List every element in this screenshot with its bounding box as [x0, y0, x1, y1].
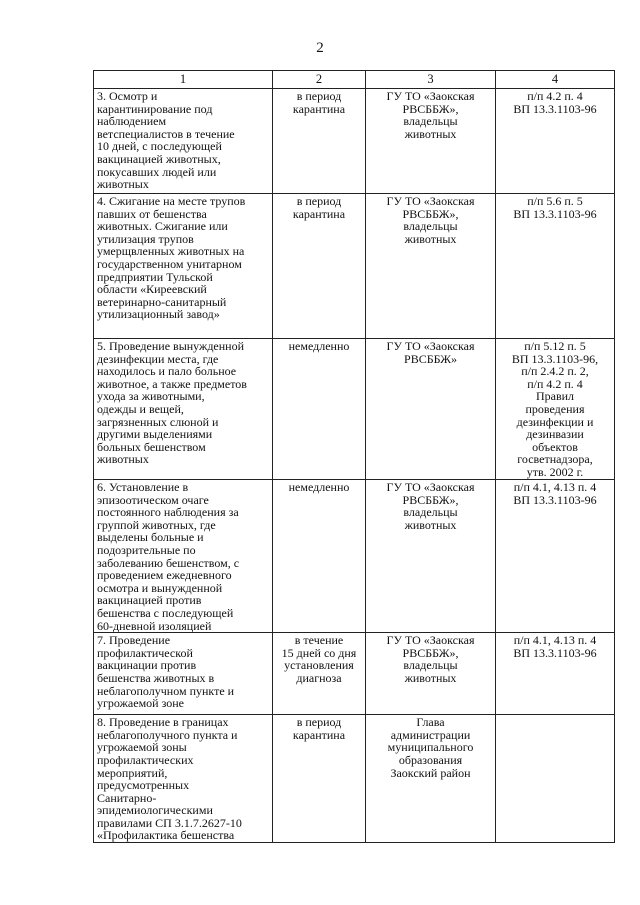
cell-line: карантинирование под [97, 101, 213, 116]
cell-line: профилактических [97, 752, 194, 767]
table-row [94, 89, 615, 194]
cell-line: животное, а также предметов [97, 376, 247, 391]
cell-line: ВП 13.3.1103-96, [511, 351, 599, 366]
cell-line: угрожаемой зоны [97, 740, 187, 755]
cell-line: дезинвазии [526, 427, 584, 442]
basis-cell [496, 194, 615, 339]
cell-line: ГУ ТО «Заокская [386, 480, 475, 494]
responsible-cell [366, 194, 496, 339]
basis-cell [496, 715, 615, 843]
cell-line: муниципального [387, 740, 474, 755]
cell-line: предприятии Тульской [97, 269, 213, 284]
measures-table [93, 70, 615, 843]
cell-line: Глава [416, 715, 445, 730]
cell-line: постоянного наблюдения за [97, 505, 239, 520]
basis-cell [496, 633, 615, 715]
cell-line: в период [296, 194, 342, 208]
cell-line: немедленно [288, 480, 350, 494]
cell-line: 4. Сжигание на месте трупов [97, 194, 246, 208]
cell-line: одежды и вещей, [97, 401, 184, 416]
cell-line: ухода за животными, [97, 389, 205, 404]
cell-line: выделены больные и [97, 530, 204, 545]
cell-line: животных [404, 126, 457, 141]
cell-line: бешенства с последующей [97, 605, 234, 620]
cell-line: 6. Установление в [97, 480, 189, 494]
cell-line: другими выделениями [97, 427, 213, 442]
cell-line: немедленно [288, 339, 350, 353]
cell-line: неблагополучного пункта и [97, 727, 238, 742]
cell-line: животных [404, 231, 457, 246]
column-header-4: 4 [496, 71, 615, 89]
column-header-2: 2 [273, 71, 366, 89]
cell-line: ВП 13.3.1103-96 [513, 492, 597, 507]
cell-line: животных [404, 517, 457, 532]
cell-line: п/п 5.6 п. 5 [527, 194, 583, 208]
cell-line: 5. Проведение вынужденной [97, 339, 245, 353]
cell-line: ВП 13.3.1103-96 [513, 101, 597, 116]
cell-line: государственном унитарном [97, 256, 242, 271]
cell-line: утилизационный завод» [97, 307, 220, 322]
cell-line: 7. Проведение [97, 633, 171, 648]
cell-line: РВСББЖ», [402, 206, 459, 221]
cell-line: проведения [525, 401, 585, 416]
cell-line: умерщвленных животных на [97, 244, 245, 259]
column-header-1: 1 [94, 71, 273, 89]
measure-cell [94, 715, 273, 843]
cell-line: покусавших людей или [97, 164, 217, 179]
cell-line: предусмотренных [97, 778, 190, 793]
cell-line: животных. Сжигание или [97, 219, 228, 234]
cell-line: карантина [292, 206, 346, 221]
cell-line: вакцинации против [97, 658, 197, 673]
cell-line: угрожаемой зоне [97, 696, 184, 711]
cell-line: бешенства животных в [97, 670, 215, 685]
deadline-cell [273, 715, 366, 843]
measure-cell [94, 194, 273, 339]
cell-line: госветнадзора, [517, 452, 593, 467]
cell-line: РВСББЖ», [402, 101, 459, 116]
cell-line: п/п 4.2 п. 4 [527, 89, 583, 103]
cell-line: владельцы [403, 219, 458, 234]
cell-line: Правил [535, 389, 575, 404]
cell-line: дезинфекции и [516, 414, 594, 429]
cell-line: мероприятий, [97, 765, 168, 780]
table-row [94, 715, 615, 843]
cell-line: заболеванию бешенством, с [97, 555, 240, 570]
cell-line: п/п 4.1, 4.13 п. 4 [513, 633, 597, 648]
cell-line: РВСББЖ», [402, 645, 459, 660]
cell-line: п/п 2.4.2 п. 2, [521, 364, 589, 379]
cell-line: РВСББЖ», [402, 492, 459, 507]
cell-line: эпидемиологическими [97, 803, 213, 818]
deadline-cell [273, 633, 366, 715]
cell-line: РВСББЖ» [404, 351, 457, 366]
measure-cell [94, 480, 273, 633]
cell-line: наблюдением [97, 114, 167, 129]
cell-line: больных бешенством [97, 439, 206, 454]
measure-cell [94, 633, 273, 715]
cell-line: павших от бешенства [97, 206, 207, 221]
cell-line: ветеринарно-санитарный [97, 294, 227, 309]
cell-line: подозрительные по [97, 542, 196, 557]
basis-cell [496, 89, 615, 194]
cell-line: в период [296, 89, 342, 103]
cell-line: ГУ ТО «Заокская [386, 633, 475, 648]
cell-line: ГУ ТО «Заокская [386, 339, 475, 353]
cell-line: в течение [294, 633, 344, 648]
responsible-cell [366, 89, 496, 194]
table-row [94, 633, 615, 715]
cell-line: карантина [292, 101, 346, 116]
cell-line: Санитарно- [97, 790, 157, 805]
cell-line: животных [97, 177, 149, 192]
cell-line: осмотра и вынужденной [97, 580, 223, 595]
deadline-cell [273, 339, 366, 480]
measure-cell [94, 339, 273, 480]
cell-line: вакцинацией животных, [97, 151, 221, 166]
cell-line: неблагополучном пункте и [97, 683, 235, 698]
measure-cell [94, 89, 273, 194]
table-row [94, 480, 615, 633]
cell-line: владельцы [403, 658, 458, 673]
responsible-cell [366, 480, 496, 633]
cell-line: 10 дней, с последующей [97, 139, 222, 154]
responsible-cell [366, 715, 496, 843]
cell-line: администрации [390, 727, 471, 742]
cell-line: диагноза [296, 670, 342, 685]
cell-line: утв. 2002 г. [526, 464, 584, 479]
page-number: 2 [316, 40, 324, 56]
cell-line: находилось и пало больное [97, 364, 237, 379]
cell-line: владельцы [403, 114, 458, 129]
cell-line: ГУ ТО «Заокская [386, 89, 475, 103]
cell-line: ВП 13.3.1103-96 [513, 206, 597, 221]
cell-line: ГУ ТО «Заокская [386, 194, 475, 208]
cell-line: п/п 5.12 п. 5 [524, 339, 586, 353]
cell-line: образования [398, 752, 463, 767]
cell-line: п/п 4.1, 4.13 п. 4 [513, 480, 597, 494]
deadline-cell [273, 194, 366, 339]
cell-line: объектов [532, 439, 578, 454]
cell-line: 3. Осмотр и [97, 89, 158, 103]
cell-line: загрязненных слюной и [97, 414, 219, 429]
table-header-row [94, 71, 615, 89]
column-header-3: 3 [366, 71, 496, 89]
responsible-cell [366, 633, 496, 715]
cell-line: карантина [292, 727, 346, 742]
cell-line: дезинфекции места, где [97, 351, 219, 366]
table-row [94, 339, 615, 480]
cell-line: области «Киреевский [97, 282, 207, 297]
cell-line: эпизоотическом очаге [97, 492, 209, 507]
cell-line: в период [296, 715, 342, 730]
cell-line: установления [284, 658, 354, 673]
deadline-cell [273, 480, 366, 633]
cell-line: проведением ежедневного [97, 568, 232, 583]
cell-line: животных [404, 670, 457, 685]
cell-line: утилизация трупов [97, 231, 194, 246]
cell-line: животных [97, 452, 149, 467]
cell-line: 8. Проведение в границах [97, 715, 229, 730]
cell-line: п/п 4.2 п. 4 [527, 376, 583, 391]
cell-line: ВП 13.3.1103-96 [513, 645, 597, 660]
cell-line: 60-дневной изоляцией [97, 618, 212, 633]
cell-line: правилами СП 3.1.7.2627-10 [97, 815, 242, 830]
cell-line: профилактической [97, 645, 193, 660]
table-row [94, 194, 615, 339]
deadline-cell [273, 89, 366, 194]
cell-line: 15 дней со дня [281, 645, 357, 660]
cell-line: ветспециалистов в течение [97, 126, 235, 141]
responsible-cell [366, 339, 496, 480]
cell-line: группой животных, где [97, 517, 216, 532]
cell-line: «Профилактика бешенства [97, 828, 235, 843]
cell-line: владельцы [403, 505, 458, 520]
basis-cell [496, 480, 615, 633]
basis-cell [496, 339, 615, 480]
cell-line: вакцинацией против [97, 593, 202, 608]
cell-line: Заокский район [390, 765, 471, 780]
